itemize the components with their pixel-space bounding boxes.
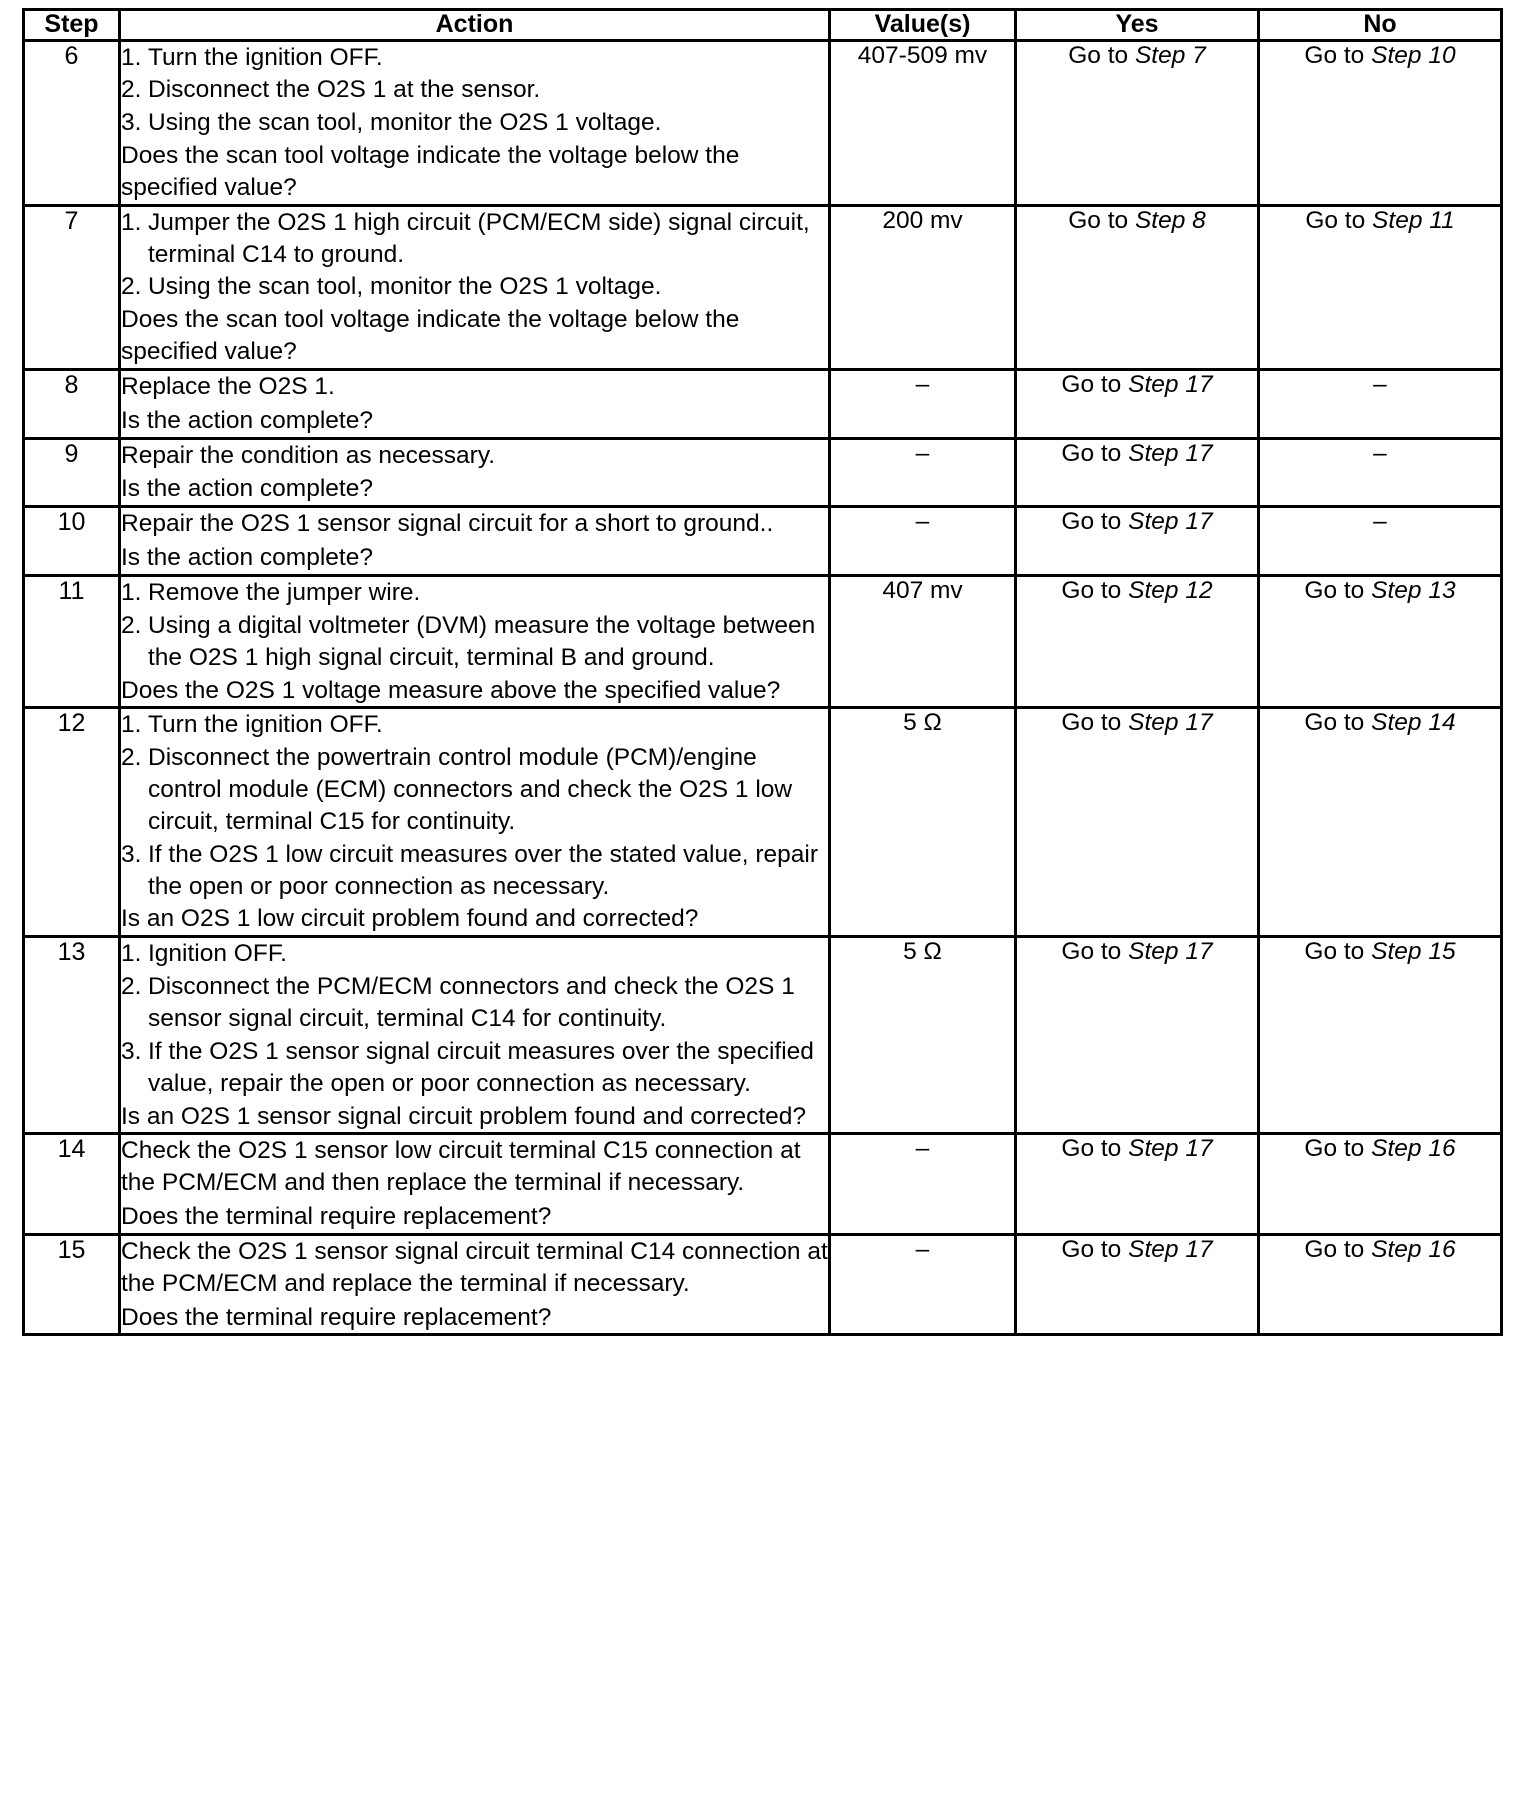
action-question: Is an O2S 1 low circuit problem found and corrected? xyxy=(121,905,699,933)
action-step-text: Turn the ignition OFF. xyxy=(148,43,383,71)
yes-answer xyxy=(1017,1135,1257,1170)
yes-goto-step-ref: Step 17 xyxy=(1128,1135,1213,1163)
yes-goto-prefix: Go to xyxy=(1061,370,1129,398)
cell-step: 12 xyxy=(24,708,120,937)
no-goto-step-ref: – xyxy=(1373,508,1387,536)
cell-value xyxy=(830,369,1016,438)
no-goto xyxy=(1260,440,1500,468)
no-answer xyxy=(1260,440,1500,475)
table-row xyxy=(24,937,1502,1134)
no-answer xyxy=(1260,42,1500,77)
action-step-list xyxy=(121,577,828,674)
action-question: Is an O2S 1 sensor signal circuit problem found and corrected? xyxy=(121,1102,807,1130)
action-step-number: 1. xyxy=(121,940,142,968)
action-lead-text: Repair the O2S 1 sensor signal circuit for a short to ground.. xyxy=(121,510,774,538)
yes-goto xyxy=(1017,1236,1257,1264)
action-step-item xyxy=(121,839,828,903)
yes-goto xyxy=(1017,42,1257,70)
cell-action xyxy=(120,205,830,369)
action-step-item xyxy=(121,709,828,741)
action-step-list xyxy=(121,42,828,140)
yes-goto-step-ref: Step 17 xyxy=(1128,938,1213,966)
action-step-text: Using the scan tool, monitor the O2S 1 voltage. xyxy=(148,109,662,137)
action-step-text: Disconnect the powertrain control module (PCM)/engine control module (ECM) connectors and check the O2S 1 low circuit, terminal C15 for continuity. xyxy=(148,744,793,835)
no-goto xyxy=(1260,1135,1500,1163)
action-step-item xyxy=(121,271,828,303)
action-step-item xyxy=(121,971,828,1035)
yes-answer xyxy=(1017,938,1257,973)
yes-goto xyxy=(1017,938,1257,966)
cell-step: 11 xyxy=(24,576,120,708)
no-goto-step-ref: – xyxy=(1373,439,1387,467)
no-goto-prefix: Go to xyxy=(1304,1135,1372,1163)
cell-action xyxy=(120,438,830,507)
no-goto xyxy=(1260,508,1500,536)
action-question: Does the terminal require replacement? xyxy=(121,1203,552,1231)
yes-goto xyxy=(1017,207,1257,235)
action-step-number: 2. xyxy=(121,744,142,772)
no-answer xyxy=(1260,207,1500,242)
action-step-item xyxy=(121,74,828,106)
no-goto-step-ref: Step 10 xyxy=(1371,41,1456,69)
no-goto-step-ref: Step 11 xyxy=(1372,206,1455,234)
cell-yes xyxy=(1016,576,1259,708)
cell-step: 6 xyxy=(24,40,120,205)
column-header-yes: Yes xyxy=(1016,10,1259,41)
no-goto-step-ref: Step 16 xyxy=(1371,1235,1456,1263)
action-step-item xyxy=(121,107,828,139)
action-lead-text: Check the O2S 1 sensor low circuit terminal C15 connection at the PCM/ECM and then replace the terminal if necessary. xyxy=(121,1137,801,1197)
cell-no xyxy=(1259,937,1502,1134)
no-answer xyxy=(1260,577,1500,612)
cell-value xyxy=(830,1134,1016,1235)
value-text: 200 mv xyxy=(882,206,963,234)
action-step-text: Disconnect the O2S 1 at the sensor. xyxy=(148,76,541,104)
yes-answer xyxy=(1017,440,1257,475)
no-goto xyxy=(1260,938,1500,966)
no-goto-step-ref: Step 15 xyxy=(1371,938,1456,966)
action-step-text: Disconnect the PCM/ECM connectors and check the O2S 1 sensor signal circuit, terminal C14 for continuity. xyxy=(148,973,795,1032)
cell-value xyxy=(830,40,1016,205)
value-text: – xyxy=(915,508,930,536)
no-goto-prefix: Go to xyxy=(1304,41,1372,69)
action-step-number: 2. xyxy=(121,273,142,301)
no-goto xyxy=(1260,371,1500,399)
action-question: Is the action complete? xyxy=(121,544,373,572)
table-row xyxy=(24,369,1502,438)
cell-yes xyxy=(1016,507,1259,576)
yes-answer xyxy=(1017,508,1257,543)
yes-answer xyxy=(1017,42,1257,77)
yes-goto-prefix: Go to xyxy=(1061,709,1129,737)
action-step-number: 1. xyxy=(121,43,142,71)
action-step-number: 2. xyxy=(121,76,142,104)
action-question: Is the action complete? xyxy=(121,475,373,503)
cell-no xyxy=(1259,576,1502,708)
action-step-number: 2. xyxy=(121,973,142,1001)
value-text: 407 mv xyxy=(882,577,963,604)
action-step-list xyxy=(121,207,828,304)
yes-goto xyxy=(1017,508,1257,536)
cell-action xyxy=(120,507,830,576)
action-step-item xyxy=(121,742,828,838)
action-step-item xyxy=(121,207,828,271)
cell-value xyxy=(830,1234,1016,1335)
no-answer xyxy=(1260,1135,1500,1170)
action-question: Does the O2S 1 voltage measure above the specified value? xyxy=(121,676,781,704)
yes-goto xyxy=(1017,709,1257,737)
table-row xyxy=(24,576,1502,708)
no-goto-step-ref: Step 16 xyxy=(1371,1135,1456,1163)
no-answer xyxy=(1260,508,1500,543)
cell-action xyxy=(120,369,830,438)
cell-yes xyxy=(1016,438,1259,507)
cell-value xyxy=(830,576,1016,708)
value-text: – xyxy=(915,1135,930,1163)
action-question: Is the action complete? xyxy=(121,406,373,434)
column-header-no: No xyxy=(1259,10,1502,41)
action-question: Does the scan tool voltage indicate the voltage below the specified value? xyxy=(121,306,740,366)
yes-answer xyxy=(1017,1236,1257,1271)
action-step-list xyxy=(121,938,828,1099)
action-step-text: If the O2S 1 sensor signal circuit measures over the specified value, repair the open or poor connection as necessary. xyxy=(148,1037,814,1097)
yes-goto-prefix: Go to xyxy=(1061,1135,1129,1163)
table-row xyxy=(24,1134,1502,1235)
table-row xyxy=(24,708,1502,937)
cell-step: 14 xyxy=(24,1134,120,1235)
value-text: 407-509 mv xyxy=(857,41,988,69)
action-step-text: Remove the jumper wire. xyxy=(148,579,421,606)
cell-value xyxy=(830,937,1016,1134)
cell-no xyxy=(1259,708,1502,937)
cell-yes xyxy=(1016,40,1259,205)
table-row xyxy=(24,507,1502,576)
value-text: 5 Ω xyxy=(903,938,942,966)
value-text: – xyxy=(915,370,930,398)
yes-goto xyxy=(1017,577,1257,605)
cell-step: 10 xyxy=(24,507,120,576)
cell-action xyxy=(120,937,830,1134)
column-header-step: Step xyxy=(24,10,120,41)
column-header-action: Action xyxy=(120,10,830,41)
no-goto xyxy=(1260,42,1500,70)
no-goto xyxy=(1260,207,1500,235)
action-question: Does the scan tool voltage indicate the voltage below the specified value? xyxy=(121,142,740,201)
yes-goto xyxy=(1017,440,1257,468)
cell-yes xyxy=(1016,369,1259,438)
table-row xyxy=(24,438,1502,507)
no-goto-step-ref: Step 13 xyxy=(1371,577,1456,604)
cell-yes xyxy=(1016,1134,1259,1235)
yes-goto-step-ref: Step 17 xyxy=(1128,439,1213,467)
yes-answer xyxy=(1017,207,1257,242)
cell-yes xyxy=(1016,937,1259,1134)
table-row xyxy=(24,1234,1502,1335)
yes-goto-prefix: Go to xyxy=(1061,439,1129,467)
yes-answer xyxy=(1017,577,1257,612)
cell-yes xyxy=(1016,205,1259,369)
action-step-number: 3. xyxy=(121,840,142,868)
cell-step: 15 xyxy=(24,1234,120,1335)
cell-value xyxy=(830,205,1016,369)
yes-goto xyxy=(1017,371,1257,399)
action-step-item xyxy=(121,42,828,74)
action-lead-text: Repair the condition as necessary. xyxy=(121,441,496,469)
cell-action xyxy=(120,40,830,205)
no-goto xyxy=(1260,709,1500,737)
no-goto-prefix: Go to xyxy=(1304,938,1372,966)
yes-answer xyxy=(1017,371,1257,406)
action-step-item xyxy=(121,577,828,609)
yes-goto-step-ref: Step 8 xyxy=(1134,206,1206,234)
cell-yes xyxy=(1016,1234,1259,1335)
action-step-text: Turn the ignition OFF. xyxy=(148,711,383,739)
no-answer xyxy=(1260,371,1500,406)
cell-action xyxy=(120,576,830,708)
yes-goto-step-ref: Step 7 xyxy=(1134,41,1206,69)
column-header-values: Value(s) xyxy=(830,10,1016,41)
action-lead-text: Check the O2S 1 sensor signal circuit terminal C14 connection at the PCM/ECM and replace the terminal if necessary. xyxy=(121,1237,828,1297)
yes-goto-prefix: Go to xyxy=(1068,206,1135,234)
action-step-item xyxy=(121,938,828,970)
no-goto-prefix: Go to xyxy=(1304,1235,1372,1263)
no-goto xyxy=(1260,577,1500,605)
table-row xyxy=(24,40,1502,205)
cell-no xyxy=(1259,507,1502,576)
diagnostic-table xyxy=(22,8,1503,1336)
no-goto-prefix: Go to xyxy=(1304,577,1372,604)
action-step-number: 1. xyxy=(121,208,142,236)
header-row xyxy=(24,10,1502,41)
cell-action xyxy=(120,1134,830,1235)
yes-goto-step-ref: Step 17 xyxy=(1128,508,1213,536)
action-step-text: Using the scan tool, monitor the O2S 1 voltage. xyxy=(148,273,662,301)
yes-goto-step-ref: Step 17 xyxy=(1128,709,1213,737)
action-step-number: 2. xyxy=(121,611,142,639)
no-answer xyxy=(1260,709,1500,744)
yes-goto-prefix: Go to xyxy=(1061,577,1129,604)
cell-no xyxy=(1259,1234,1502,1335)
action-step-number: 1. xyxy=(121,579,142,606)
cell-step: 7 xyxy=(24,205,120,369)
yes-goto-prefix: Go to xyxy=(1068,41,1135,69)
cell-no xyxy=(1259,369,1502,438)
action-lead-text: Replace the O2S 1. xyxy=(121,372,335,400)
action-step-number: 3. xyxy=(121,109,142,137)
cell-step: 9 xyxy=(24,438,120,507)
value-text: – xyxy=(915,439,930,467)
action-step-text: Ignition OFF. xyxy=(148,940,287,968)
cell-step: 13 xyxy=(24,937,120,1134)
no-goto-step-ref: – xyxy=(1373,370,1387,398)
yes-goto-step-ref: Step 17 xyxy=(1128,370,1213,398)
yes-goto-step-ref: Step 12 xyxy=(1128,577,1213,604)
yes-answer xyxy=(1017,709,1257,744)
yes-goto xyxy=(1017,1135,1257,1163)
action-step-text: Jumper the O2S 1 high circuit (PCM/ECM side) signal circuit, terminal C14 to ground. xyxy=(148,208,810,268)
value-text: 5 Ω xyxy=(903,709,942,737)
cell-step: 8 xyxy=(24,369,120,438)
cell-action xyxy=(120,1234,830,1335)
yes-goto-prefix: Go to xyxy=(1061,938,1129,966)
action-step-item xyxy=(121,1036,828,1100)
cell-no xyxy=(1259,40,1502,205)
cell-value xyxy=(830,507,1016,576)
action-step-item xyxy=(121,610,828,674)
action-question: Does the terminal require replacement? xyxy=(121,1303,552,1331)
cell-yes xyxy=(1016,708,1259,937)
yes-goto-step-ref: Step 17 xyxy=(1128,1235,1213,1263)
action-step-text: Using a digital voltmeter (DVM) measure the voltage between the O2S 1 high signal circuit, terminal B and ground. xyxy=(148,611,816,671)
cell-value xyxy=(830,708,1016,937)
no-answer xyxy=(1260,938,1500,973)
table-header xyxy=(24,10,1502,41)
table-body xyxy=(24,40,1502,1335)
cell-no xyxy=(1259,205,1502,369)
action-step-text: If the O2S 1 low circuit measures over the stated value, repair the open or poor connection as necessary. xyxy=(148,840,818,900)
action-step-number: 3. xyxy=(121,1037,142,1065)
cell-no xyxy=(1259,1134,1502,1235)
action-step-list xyxy=(121,709,828,902)
value-text: – xyxy=(915,1235,930,1263)
cell-action xyxy=(120,708,830,937)
no-answer xyxy=(1260,1236,1500,1271)
no-goto-prefix: Go to xyxy=(1305,206,1373,234)
table-row xyxy=(24,205,1502,369)
yes-goto-prefix: Go to xyxy=(1061,1235,1129,1263)
cell-no xyxy=(1259,438,1502,507)
no-goto-prefix: Go to xyxy=(1304,709,1372,737)
yes-goto-prefix: Go to xyxy=(1061,508,1129,536)
no-goto xyxy=(1260,1236,1500,1264)
no-goto-step-ref: Step 14 xyxy=(1371,709,1456,737)
cell-value xyxy=(830,438,1016,507)
action-step-number: 1. xyxy=(121,711,142,739)
